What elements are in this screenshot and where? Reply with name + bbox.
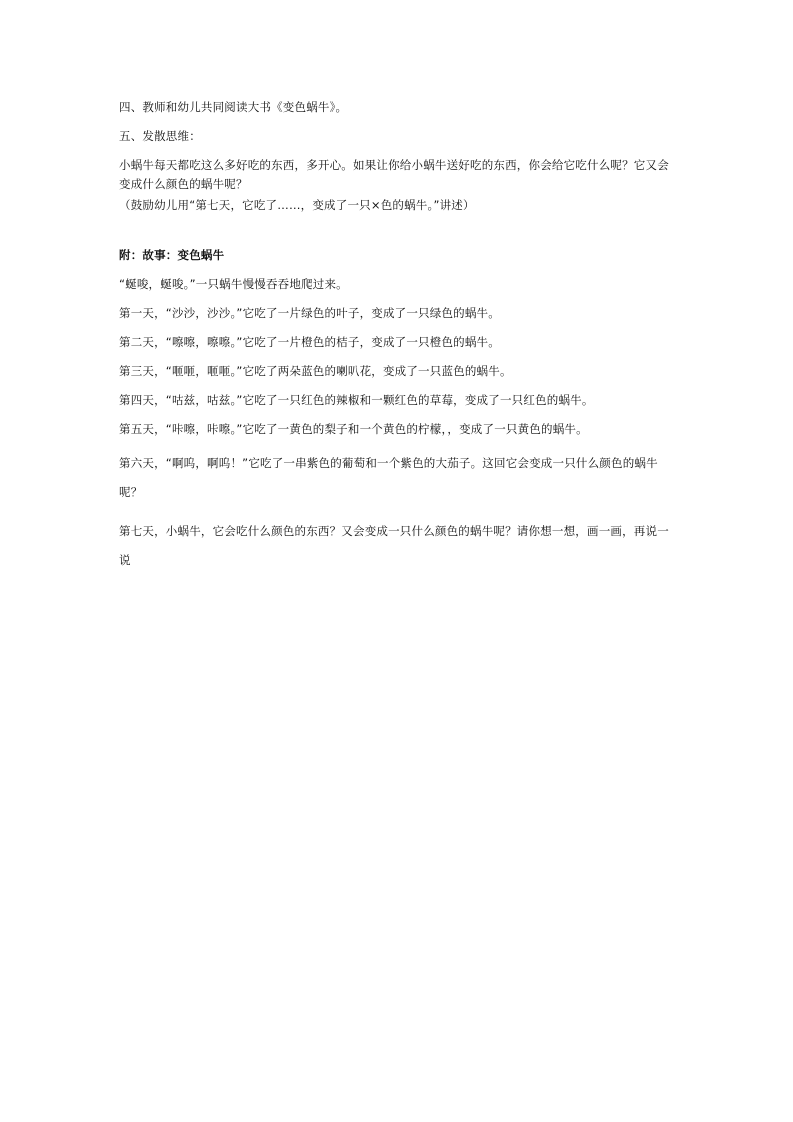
section-5-text: 小蜗牛每天都吃这么多好吃的东西，多开心。如果让你给小蜗牛送好吃的东西，你会给它吃什么呢？它又会变成什么颜色的蜗牛呢？ [119, 158, 669, 191]
story-day-3: 第三天，“咂咂，咂咂。”它吃了两朵蓝色的喇叭花，变成了一只蓝色的蜗牛。 [119, 364, 512, 378]
section-5-note: （鼓励幼儿用“第七天，它吃了……，变成了一只×色的蜗牛。”讲述） [119, 198, 475, 212]
story-day-7: 第七天，小蜗牛，它会吃什么颜色的东西？又会变成一只什么颜色的蜗牛呢？请你想一想，画一画，再说一说 [119, 524, 669, 567]
section-5-heading: 五、发散思维： [119, 129, 201, 143]
story-day-5: 第五天，“咔嚓，咔嚓。”它吃了一黄色的梨子和一个黄色的柠檬，，变成了一只黄色的蜗牛。 [119, 422, 588, 436]
appendix-title: 附：故事：变色蜗牛 [119, 248, 225, 262]
spacer [119, 225, 679, 246]
story-day-1: 第一天，“沙沙，沙沙。”它吃了一片绿色的叶子，变成了一只绿色的蜗牛。 [119, 306, 500, 320]
document-page [119, 98, 679, 585]
story-day-2: 第二天，“嚓嚓，嚓嚓。”它吃了一片橙色的桔子，变成了一只橙色的蜗牛。 [119, 335, 500, 349]
story-intro: “蜒唆，蜒唆。”一只蜗牛慢慢吞吞地爬过来。 [119, 277, 348, 291]
story-day-4: 第四天，“咕兹，咕兹。”它吃了一只红色的辣椒和一颗红色的草莓，变成了一只红色的蜗牛。 [119, 393, 594, 407]
section-4-text: 四、教师和幼儿共同阅读大书《变色蜗牛》。 [119, 100, 348, 114]
story-day-6: 第六天，“啊呜，啊呜！”它吃了一串紫色的葡萄和一个紫色的大茄子。这回它会变成一只什么颜色的蜗牛呢？ [119, 456, 658, 499]
